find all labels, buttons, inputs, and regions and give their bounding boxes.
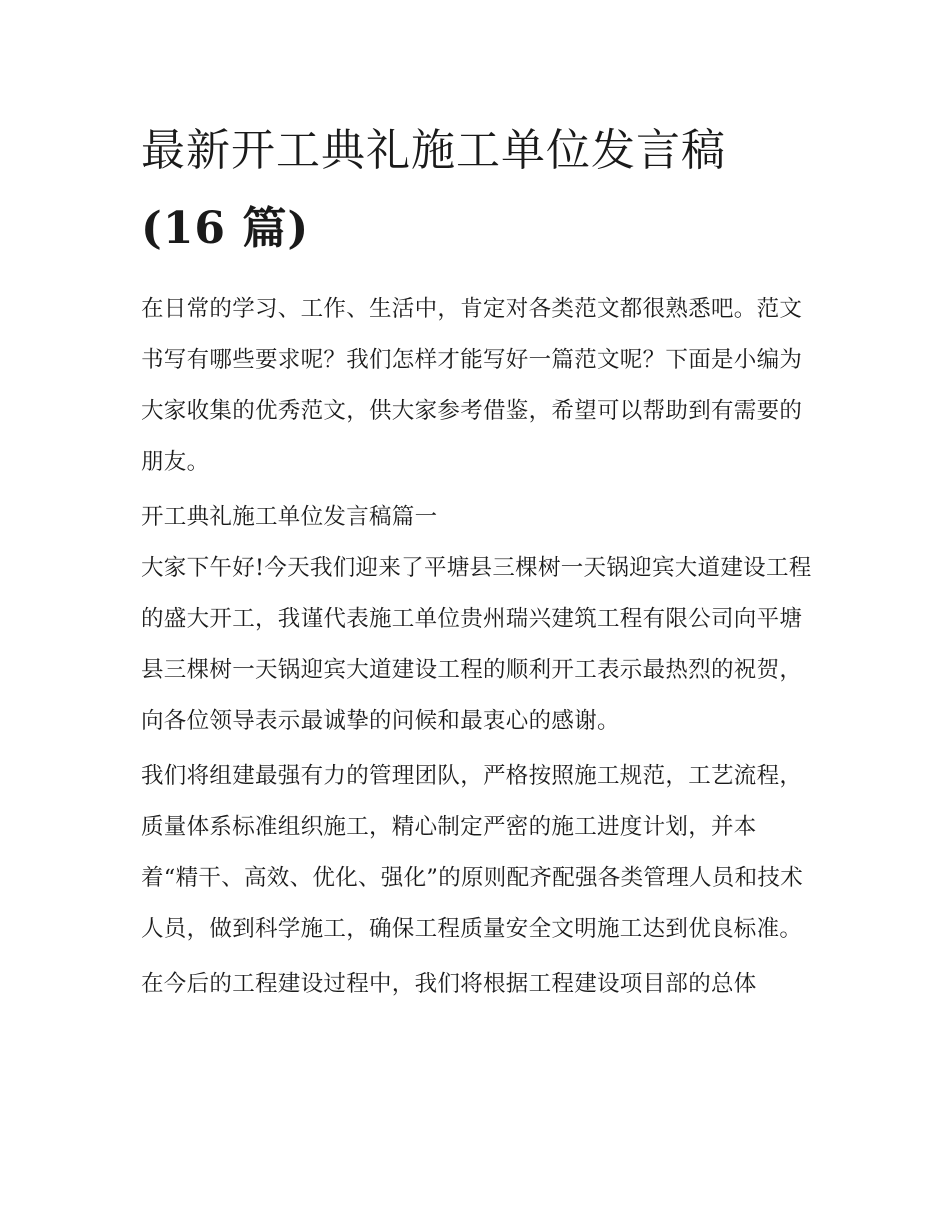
body-paragraph-2: 我们将组建最强有力的管理团队，严格按照施工规范，工艺流程，质量体系标准组织施工，精心制定严密的施工进度计划，并本着“精干、高效、优化、强化”的原则配齐配强各类管理人员和技术人员，做到科学施工，确保工程质量安全文明施工达到优良标准。 [141, 763, 804, 942]
document-title [141, 112, 813, 268]
title-line-1: 最新开工典礼施工单位发言稿 [141, 125, 726, 176]
body-paragraph-1: 大家下午好!今天我们迎来了平塘县三棵树一天锅迎宾大道建设工程的盛大开工，我谨代表施工单位贵州瑞兴建筑工程有限公司向平塘县三棵树一天锅迎宾大道建设工程的顺利开工表示最热烈的祝贺，向各位领导表示最诚挚的问候和最衷心的感谢。 [141, 555, 812, 734]
body-paragraph-3: 在今后的工程建设过程中，我们将根据工程建设项目部的总体 [141, 971, 757, 997]
intro-paragraph: 在日常的学习、工作、生活中，肯定对各类范文都很熟悉吧。范文书写有哪些要求呢？我们怎样才能写好一篇范文呢？下面是小编为大家收集的优秀范文，供大家参考借鉴，希望可以帮助到有需要的朋友。 [141, 296, 803, 475]
title-line-2: (16 篇) [141, 203, 310, 254]
document-body [141, 112, 813, 1014]
section-heading: 开工典礼施工单位发言稿篇一 [141, 504, 438, 530]
